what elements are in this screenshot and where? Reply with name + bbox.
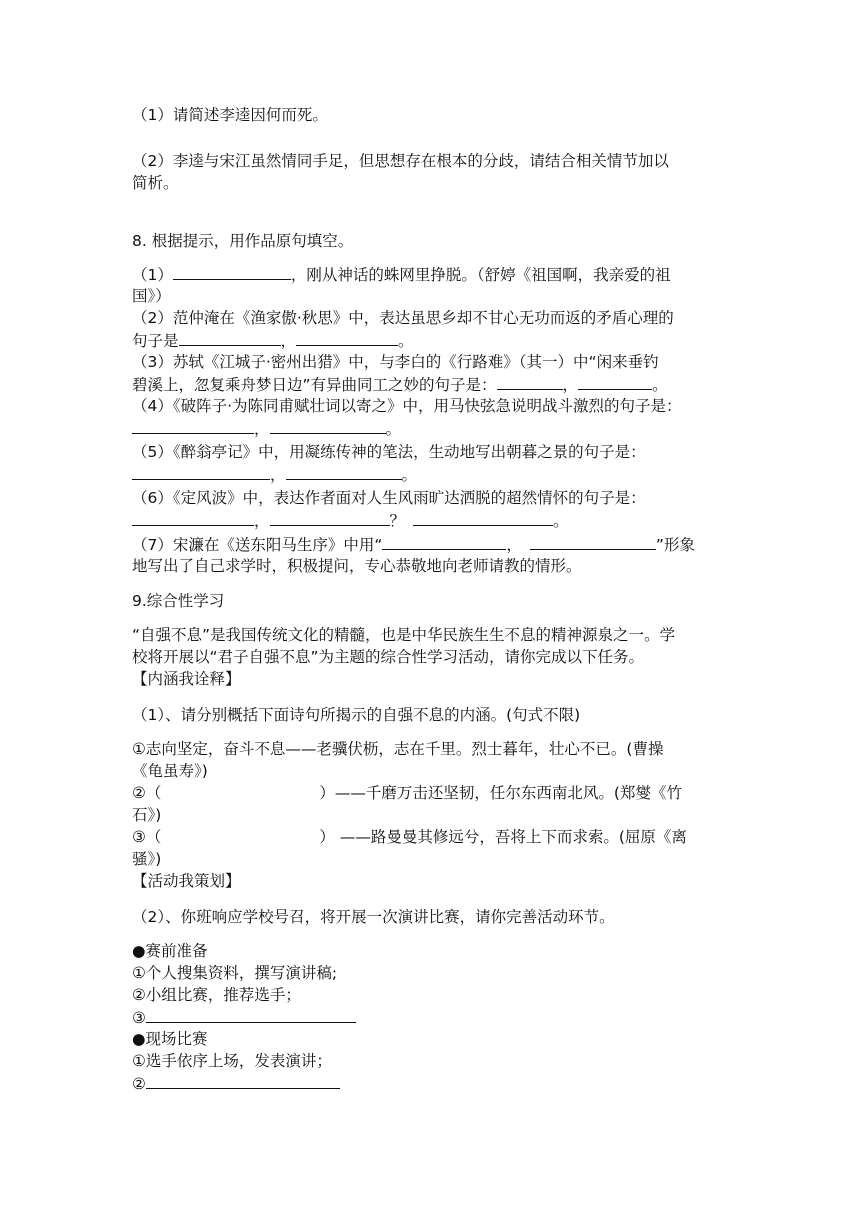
q8-s7-suffix: ”形象 xyxy=(655,536,695,554)
q8-s5-line1: （5）《醉翁亭记》中，用凝练传神的笔法，生动地写出朝暮之景的句子是： xyxy=(132,443,646,461)
q8-s7-line2: 地写出了自己求学时，积极提问，专心恭敬地向老师请教的情形。 xyxy=(132,557,582,575)
answer-blank[interactable] xyxy=(530,533,656,550)
q8-s5-line2 xyxy=(132,463,417,486)
q8-s3-line2 xyxy=(132,373,668,396)
q9-item1-line1: ①志向坚定，奋斗不息——老骥伏枥，志在千里。烈士暮年，壮心不已。(曹操 xyxy=(132,740,664,758)
q9-item2-open: ②（ xyxy=(132,784,162,802)
period: 。 xyxy=(652,376,668,394)
q9-intro-line1: “自强不息”是我国传统文化的精髓，也是中华民族生生不息的精神源泉之一。学 xyxy=(132,626,676,644)
answer-blank[interactable] xyxy=(146,1006,356,1023)
q8-s2-prefix: 句子是 xyxy=(132,332,179,350)
live-step-1: ①选手依序上场，发表演讲； xyxy=(132,1052,332,1070)
prep-step-2: ②小组比赛，推荐选手； xyxy=(132,986,301,1004)
q9-item3-line1 xyxy=(132,826,687,848)
q8-s4-line2 xyxy=(132,417,401,440)
answer-blank[interactable] xyxy=(497,373,563,390)
q8-s3-text: 碧溪上，忽复乘舟梦日边”有异曲同工之妙的句子是： xyxy=(132,376,497,394)
prep-step-3 xyxy=(132,1006,356,1029)
answer-blank[interactable] xyxy=(146,1072,340,1089)
q9-intro-line2: 校将开展以“君子自强不息”为主题的综合性学习活动，请你完成以下任务。 xyxy=(132,648,645,666)
answer-blank[interactable] xyxy=(173,263,291,280)
q8-s6-line2 xyxy=(132,509,569,532)
q8-s2-line1: （2）范仲淹在《渔家傲·秋思》中，表达虽思乡却不甘心无功而返的矛盾心理的 xyxy=(132,309,674,327)
answer-blank[interactable] xyxy=(578,373,652,390)
answer-blank[interactable] xyxy=(296,329,398,346)
answer-blank[interactable] xyxy=(132,463,270,480)
live-step-2-number: ② xyxy=(132,1075,146,1093)
q8-s4-line1: （4）《破阵子·为陈同甫赋壮词以寄之》中，用马快弦急说明战斗激烈的句子是： xyxy=(132,397,682,415)
live-heading: ●现场比赛 xyxy=(132,1030,208,1048)
prep-step-3-number: ③ xyxy=(132,1009,146,1027)
q8-s7-line1 xyxy=(132,533,695,556)
comma: ， xyxy=(562,376,579,394)
answer-blank[interactable] xyxy=(132,509,254,526)
prep-step-1: ①个人搜集资料，撰写演讲稿; xyxy=(132,964,338,982)
answer-blank[interactable] xyxy=(270,417,386,434)
q9-item2-line2: 石》) xyxy=(132,806,162,824)
q8-s2-line2 xyxy=(132,329,414,352)
question-mark: ？ xyxy=(389,512,406,530)
q8-title: 8. 根据提示，用作品原句填空。 xyxy=(132,232,354,250)
answer-blank[interactable] xyxy=(270,509,390,526)
q7-sub1: （1）请简述李逵因何而死。 xyxy=(132,106,328,124)
q8-s7-prefix: （7）宋濂在《送东阳马生序》中用“ xyxy=(132,536,383,554)
q7-sub2-line2: 简析。 xyxy=(132,174,179,192)
q9-task2: （2）、你班响应学校号召，将开展一次演讲比赛，请你完善活动环节。 xyxy=(132,908,615,926)
q8-s1-line1 xyxy=(132,263,671,286)
q8-s3-line1: （3）苏轼《江城子·密州出猎》中，与李白的《行路难》（其一）中“闲来垂钓 xyxy=(132,353,659,371)
q8-s6-line1: （6）《定风波》中，表达作者面对人生风雨旷达洒脱的超然情怀的句子是： xyxy=(132,489,646,507)
answer-blank[interactable] xyxy=(179,329,281,346)
period: 。 xyxy=(385,420,402,438)
q9-item2-line1 xyxy=(132,782,682,804)
q9-title: 9.综合性学习 xyxy=(132,592,225,610)
section-heading-planning: 【活动我策划】 xyxy=(132,872,241,890)
answer-blank[interactable] xyxy=(286,463,402,480)
q9-item3-line2: 骚》) xyxy=(132,850,162,868)
period: 。 xyxy=(398,332,414,350)
q9-item3-text: ） ——路曼曼其修远兮，吾将上下而求索。(屈原《离 xyxy=(319,828,687,846)
comma: ， xyxy=(254,420,270,438)
answer-blank[interactable] xyxy=(382,533,506,550)
period: 。 xyxy=(401,466,418,484)
comma: ， xyxy=(254,512,270,530)
live-step-2 xyxy=(132,1072,340,1095)
q9-item3-open: ③（ xyxy=(132,828,162,846)
period: 。 xyxy=(553,512,569,530)
comma: ， xyxy=(270,466,286,484)
q9-item2-text: ）——千磨万击还坚韧，任尔东西南北风。(郑燮《竹 xyxy=(319,784,682,802)
comma: ， xyxy=(280,332,297,350)
q8-s1-line2: 国》） xyxy=(132,287,171,305)
answer-blank[interactable] xyxy=(413,509,553,526)
q9-task1: （1）、请分别概括下面诗句所揭示的自强不息的内涵。(句式不限) xyxy=(132,706,581,724)
q8-s1-text: ，刚从神话的蛛网里挣脱。（舒婷《祖国啊，我亲爱的祖 xyxy=(290,266,671,284)
answer-blank[interactable] xyxy=(132,417,254,434)
comma: ， xyxy=(506,536,522,554)
prep-heading: ●赛前准备 xyxy=(132,942,208,960)
q9-item1-line2: 《龟虽寿》) xyxy=(132,762,208,780)
q7-sub2-line1: （2）李逵与宋江虽然情同手足，但思想存在根本的分歧，请结合相关情节加以 xyxy=(132,152,669,170)
section-heading-meaning: 【内涵我诠释】 xyxy=(132,670,241,688)
q8-s1-number: （1） xyxy=(132,266,173,284)
